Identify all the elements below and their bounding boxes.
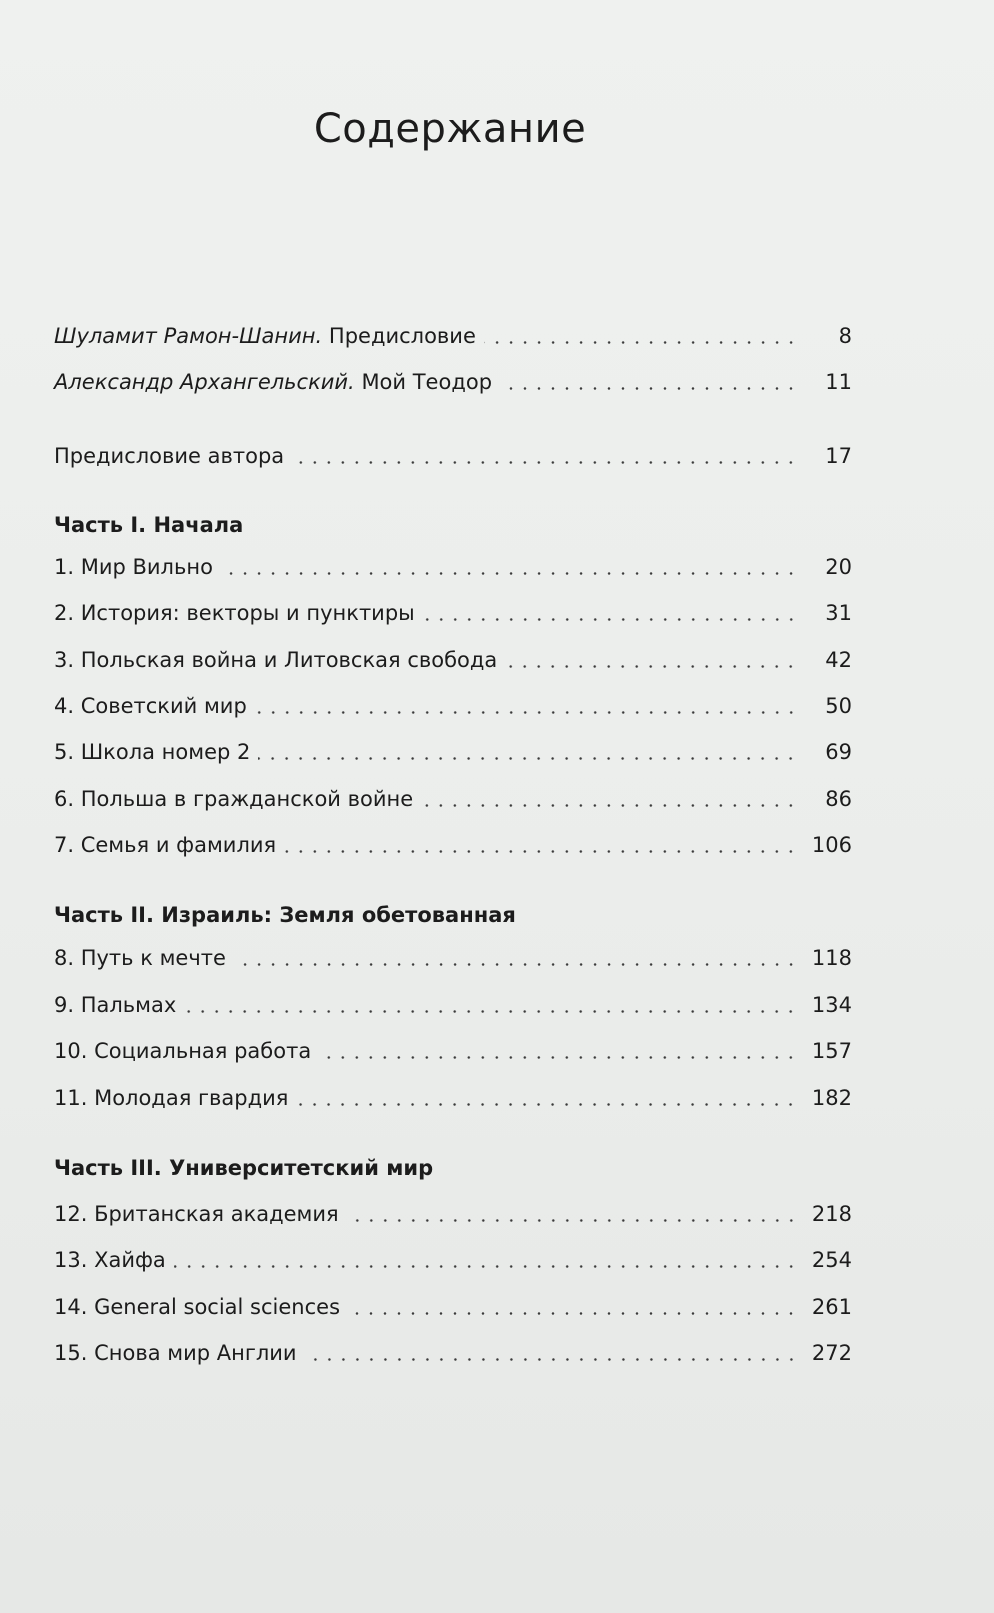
toc-entry-title: Предисловие автора <box>54 444 285 468</box>
toc-page-number: 134 <box>811 993 852 1017</box>
toc-entry-foreword-ramon-shanin <box>54 321 852 351</box>
part-heading-1: Часть I. Начала <box>54 513 244 537</box>
toc-page-number: 69 <box>825 740 852 764</box>
toc-entry <box>54 645 852 675</box>
toc-entry-author: Александр Архангельский. <box>54 370 355 394</box>
toc-page-number: 272 <box>811 1341 852 1365</box>
toc-entry-text <box>54 321 476 351</box>
toc-entry <box>54 830 852 860</box>
toc-entry-title: 7. Семья и фамилия <box>54 833 277 857</box>
toc-page-number: 261 <box>811 1295 852 1319</box>
toc-entry <box>54 1036 852 1066</box>
toc-page-number: 8 <box>838 324 852 348</box>
dot-leader <box>319 1056 798 1059</box>
dot-leader <box>423 618 798 621</box>
toc-page-number: 118 <box>811 946 852 970</box>
toc-entry-title: 5. Школа номер 2 <box>54 740 251 764</box>
dot-leader <box>500 387 798 390</box>
toc-page-number: 17 <box>825 444 852 468</box>
toc-entry-title: 13. Хайфа <box>54 1248 166 1272</box>
part-heading-2: Часть II. Израиль: Земля обетованная <box>54 903 516 927</box>
dot-leader <box>484 341 798 344</box>
toc-entry-title: 1. Мир Вильно <box>54 555 213 579</box>
dot-leader <box>348 1312 798 1315</box>
toc-entry-text <box>54 367 492 397</box>
toc-entry-title: 11. Молодая гвардия <box>54 1086 289 1110</box>
toc-page-number: 157 <box>811 1039 852 1063</box>
toc-entry <box>54 1245 852 1275</box>
dot-leader <box>234 963 798 966</box>
toc-entry-title: Мой Теодор <box>361 370 493 394</box>
toc-entry-title: 9. Пальмах <box>54 993 177 1017</box>
toc-entry-title: 8. Путь к мечте <box>54 946 226 970</box>
toc-entry <box>54 552 852 582</box>
toc-entry <box>54 1292 852 1322</box>
toc-page-number: 106 <box>811 833 852 857</box>
toc-entry-title: Предисловие <box>328 324 476 348</box>
toc-entry <box>54 784 852 814</box>
toc-entry <box>54 1083 852 1113</box>
toc-page-number: 11 <box>825 370 852 394</box>
dot-leader <box>292 461 798 464</box>
dot-leader <box>184 1010 798 1013</box>
toc-entry-title: 4. Советский мир <box>54 694 247 718</box>
page-title: Содержание <box>313 106 587 152</box>
toc-page-number: 20 <box>825 555 852 579</box>
dot-leader <box>174 1265 798 1268</box>
toc-entry <box>54 990 852 1020</box>
toc-entry <box>54 943 852 973</box>
toc-entry <box>54 737 852 767</box>
toc-entry-arkhangelsky <box>54 367 852 397</box>
toc-entry-title: 15. Снова мир Англии <box>54 1341 297 1365</box>
toc-page-number: 218 <box>811 1202 852 1226</box>
toc-entry <box>54 1338 852 1368</box>
toc-page-number: 31 <box>825 601 852 625</box>
toc-entry-title: 2. История: векторы и пунктиры <box>54 601 415 625</box>
dot-leader <box>284 850 798 853</box>
dot-leader <box>505 665 798 668</box>
toc-entry-title: 14. General social sciences <box>54 1295 341 1319</box>
dot-leader <box>347 1219 798 1222</box>
toc-entry-title: 6. Польша в гражданской войне <box>54 787 414 811</box>
toc-entry-author-preface <box>54 441 852 471</box>
dot-leader <box>221 572 798 575</box>
toc-page-number: 50 <box>825 694 852 718</box>
dot-leader <box>305 1358 798 1361</box>
toc-page-number: 254 <box>811 1248 852 1272</box>
dot-leader <box>421 804 798 807</box>
toc-entry <box>54 598 852 628</box>
toc-entry-title: 10. Социальная работа <box>54 1039 312 1063</box>
toc-entry <box>54 691 852 721</box>
toc-entry-author: Шуламит Рамон-Шанин. <box>54 324 323 348</box>
toc-page-number: 42 <box>825 648 852 672</box>
dot-leader <box>296 1103 798 1106</box>
toc-entry-title: 3. Польская война и Литовская свобода <box>54 648 498 672</box>
dot-leader <box>258 757 798 760</box>
part-heading-3: Часть III. Университетский мир <box>54 1156 434 1180</box>
toc-page-number: 86 <box>825 787 852 811</box>
toc-entry <box>54 1199 852 1229</box>
toc-page-number: 182 <box>811 1086 852 1110</box>
toc-entry-title: 12. Британская академия <box>54 1202 339 1226</box>
dot-leader <box>255 711 798 714</box>
